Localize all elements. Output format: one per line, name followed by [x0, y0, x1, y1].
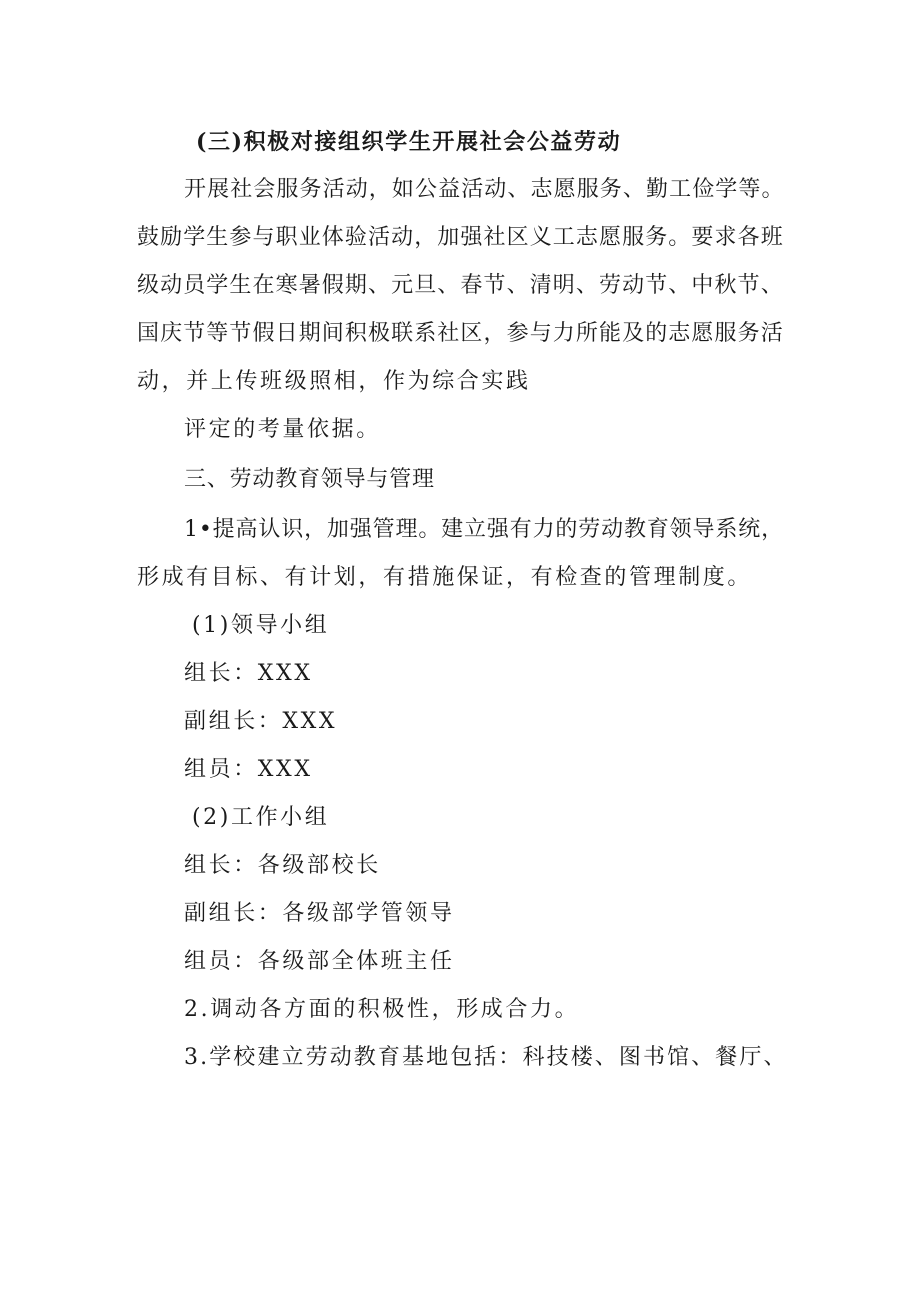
group1-leader: 组长：XXX — [184, 661, 313, 686]
group-title-leadership: (1)领导小组 — [192, 613, 330, 638]
list-item-1-continued: 形成有目标、有计划，有措施保证，有检查的管理制度。 — [137, 565, 753, 590]
list-item-2: 2.调动各方面的积极性，形成合力。 — [184, 997, 580, 1022]
list-item-1: 1•提高认识，加强管理。建立强有力的劳动教育领导系统， — [184, 517, 784, 542]
paragraph-line: 评定的考量依据。 — [184, 417, 381, 442]
group2-deputy: 副组长：各级部学管领导 — [184, 901, 455, 926]
group-title-working: (2)工作小组 — [192, 805, 330, 830]
section-heading: 三、劳动教育领导与管理 — [184, 467, 435, 492]
group2-leader: 组长：各级部校长 — [184, 853, 381, 878]
paragraph-line: 开展社会服务活动，如公益活动、志愿服务、勤工俭学等。 — [184, 177, 785, 202]
paragraph-line: 国庆节等节假日期间积极联系社区，参与力所能及的志愿服务活 — [137, 321, 784, 346]
list-item-3: 3.学校建立劳动教育基地包括：科技楼、图书馆、餐厅、 — [184, 1045, 788, 1070]
group1-deputy: 副组长：XXX — [184, 709, 338, 734]
section-subheading: (三)积极对接组织学生开展社会公益劳动 — [196, 129, 622, 155]
paragraph-line: 鼓励学生参与职业体验活动，加强社区义工志愿服务。要求各班 — [137, 225, 784, 250]
paragraph-line: 级动员学生在寒暑假期、元旦、春节、清明、劳动节、中秋节、 — [137, 273, 784, 298]
group2-member: 组员：各级部全体班主任 — [184, 949, 455, 974]
paragraph-line: 动，并上传班级照相，作为综合实践 — [137, 369, 531, 394]
group1-member: 组员：XXX — [184, 757, 313, 782]
